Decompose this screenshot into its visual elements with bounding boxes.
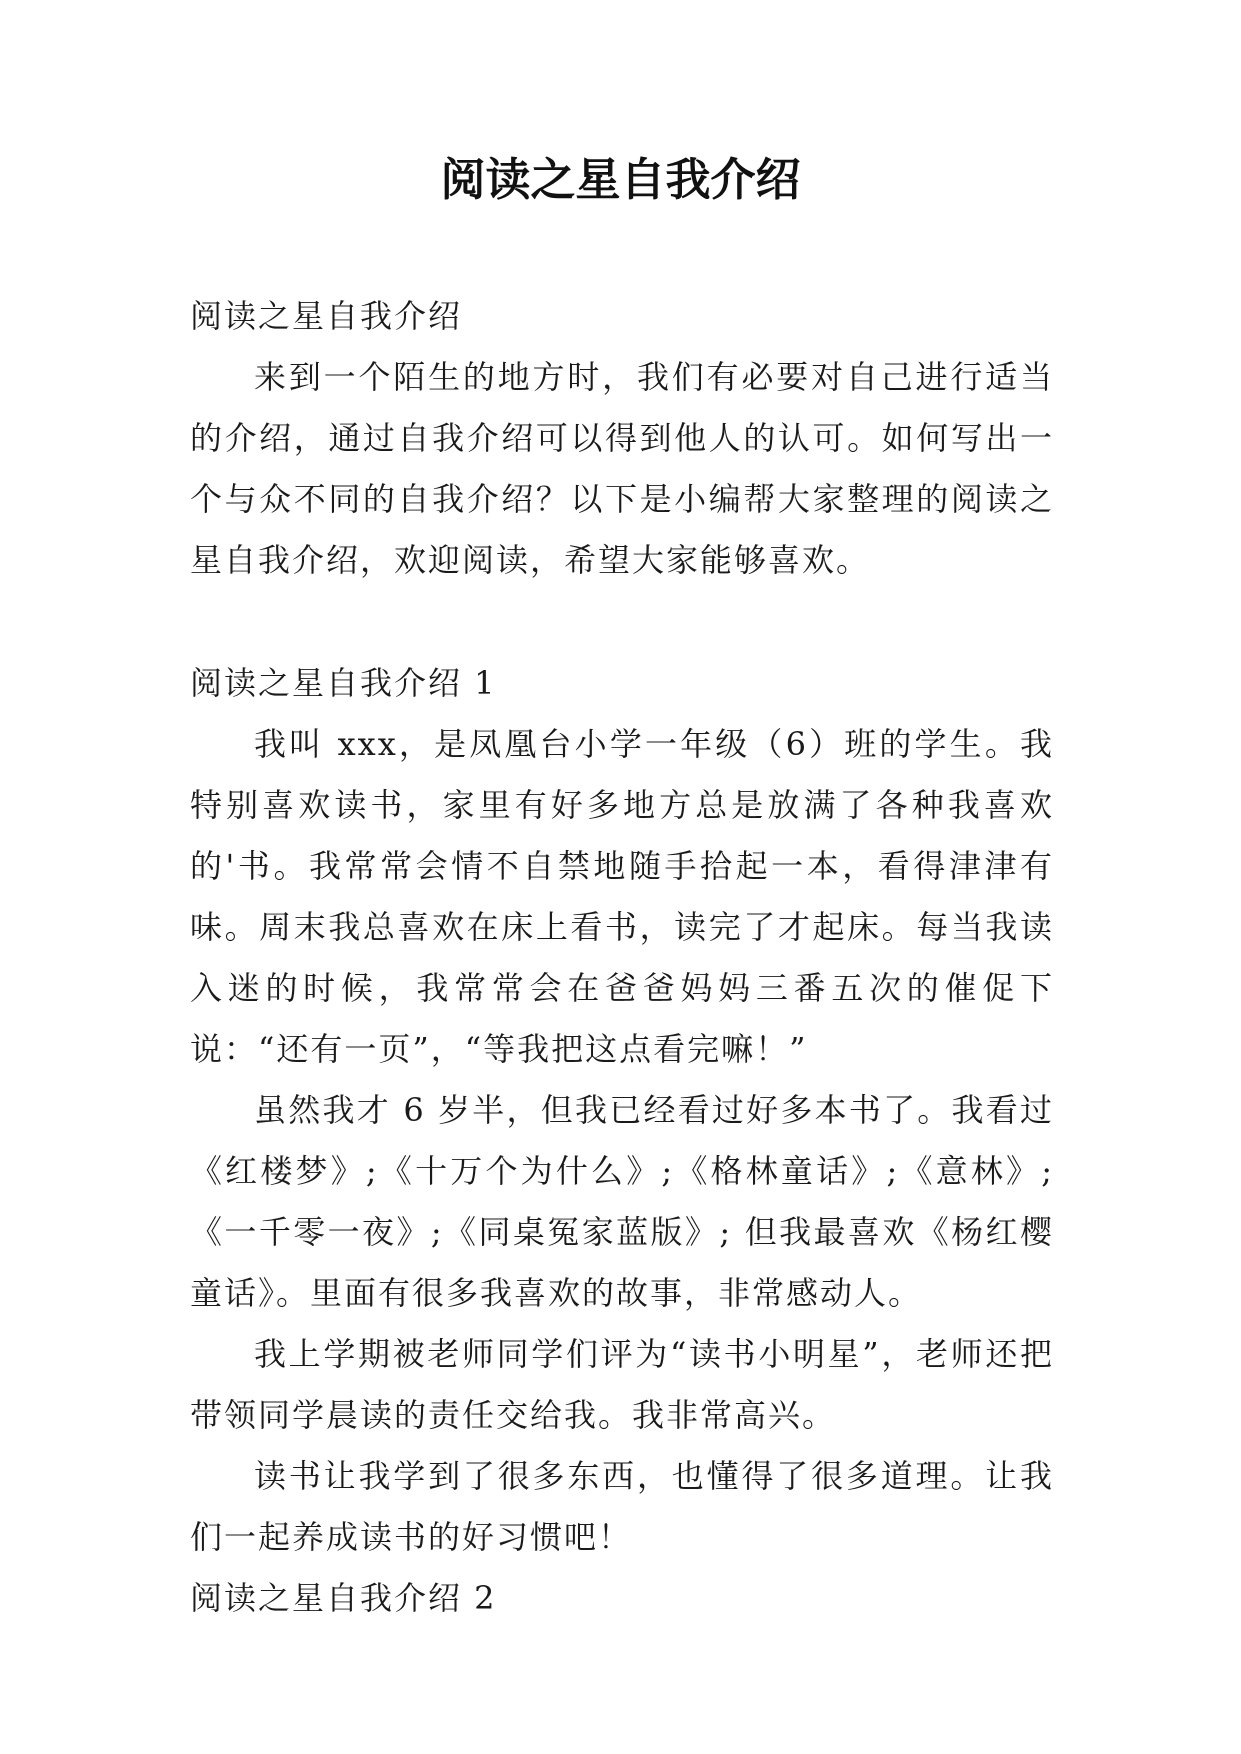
intro-heading: 阅读之星自我介绍 xyxy=(190,297,463,335)
section-1-paragraph: 虽然我才 6 岁半，但我已经看过好多本书了。我看过《红楼梦》;《十万个为什么》;《格林童话》;《意林》;《一千零一夜》;《同桌冤家蓝版》; 但我最喜欢《杨红樱童话》。里面有很多我喜欢的故事，非常感动人。 xyxy=(190,1091,1054,1312)
document-body xyxy=(190,286,1054,1629)
section-1-heading: 阅读之星自我介绍 1 xyxy=(190,664,497,702)
section-1-paragraph: 我上学期被老师同学们评为“读书小明星”，老师还把带领同学晨读的责任交给我。我非常高兴。 xyxy=(190,1335,1054,1434)
section-spacer xyxy=(190,591,1054,653)
section-2-heading: 阅读之星自我介绍 2 xyxy=(190,1579,497,1617)
section-1-paragraph: 我叫 xxx，是凤凰台小学一年级（6）班的学生。我特别喜欢读书，家里有好多地方总是放满了各种我喜欢的'书。我常常会情不自禁地随手拾起一本，看得津津有味。周末我总喜欢在床上看书，读完了才起床。每当我读入迷的时候，我常常会在爸爸妈妈三番五次的催促下说：“还有一页”，“等我把这点看完嘛！” xyxy=(190,725,1054,1068)
intro-paragraph: 来到一个陌生的地方时，我们有必要对自己进行适当的介绍，通过自我介绍可以得到他人的认可。如何写出一个与众不同的自我介绍？以下是小编帮大家整理的阅读之星自我介绍，欢迎阅读，希望大家能够喜欢。 xyxy=(190,358,1054,579)
section-1-paragraph: 读书让我学到了很多东西，也懂得了很多道理。让我们一起养成读书的好习惯吧！ xyxy=(190,1457,1054,1556)
document-title: 阅读之星自我介绍 xyxy=(440,153,801,206)
